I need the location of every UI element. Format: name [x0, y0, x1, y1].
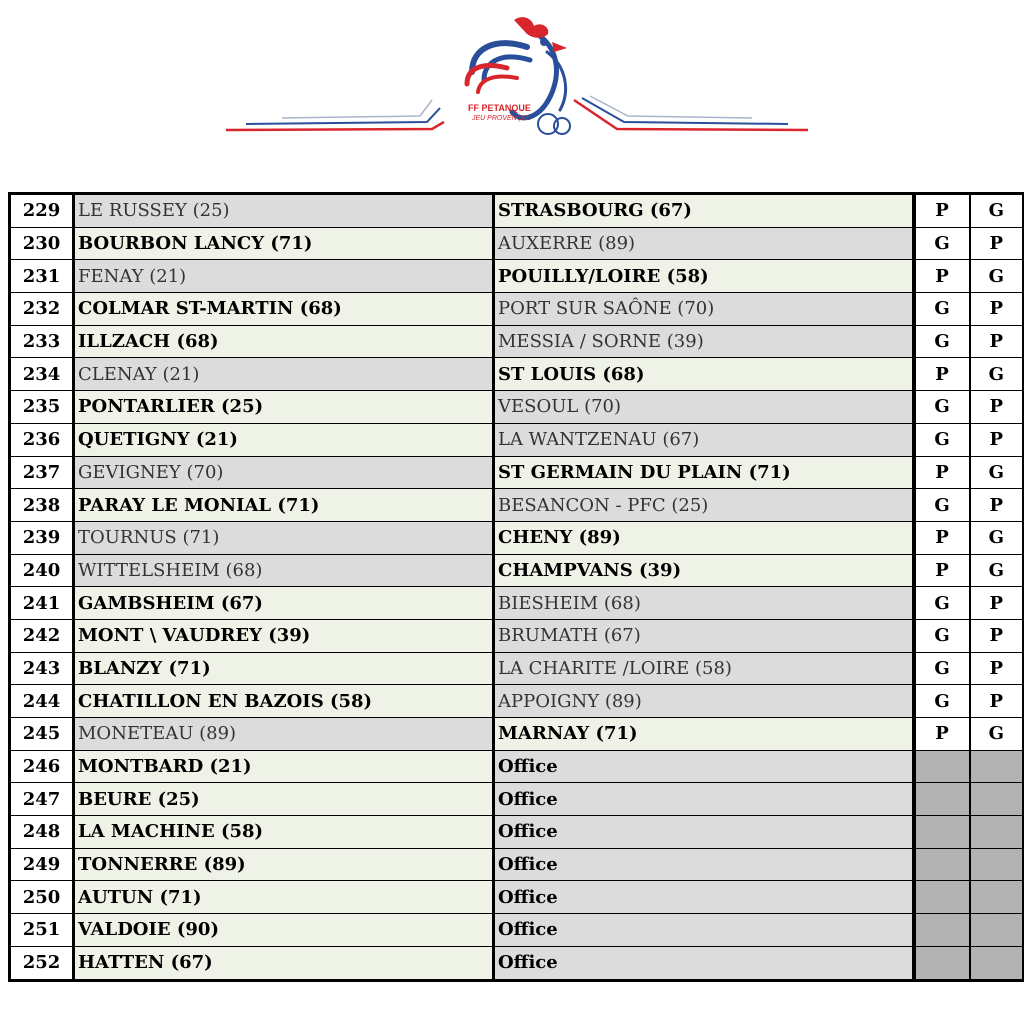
away-result: G: [970, 358, 1024, 391]
match-number: 233: [10, 325, 74, 358]
match-number: 232: [10, 293, 74, 326]
table-row: [10, 489, 1024, 522]
home-team: TOURNUS (71): [74, 521, 494, 554]
home-result: G: [914, 325, 970, 358]
match-number: 234: [10, 358, 74, 391]
home-result: [914, 848, 970, 881]
table-row: [10, 685, 1024, 718]
home-team: AUTUN (71): [74, 881, 494, 914]
home-result: P: [914, 521, 970, 554]
away-result: P: [970, 685, 1024, 718]
match-number: 243: [10, 652, 74, 685]
home-result: P: [914, 718, 970, 751]
home-team: ILLZACH (68): [74, 325, 494, 358]
away-team: CHAMPVANS (39): [494, 554, 914, 587]
home-team: HATTEN (67): [74, 946, 494, 980]
match-number: 231: [10, 260, 74, 293]
match-number: 237: [10, 456, 74, 489]
home-team: CLENAY (21): [74, 358, 494, 391]
away-result: [970, 881, 1024, 914]
table-row: [10, 946, 1024, 980]
home-team: PONTARLIER (25): [74, 391, 494, 424]
match-number: 241: [10, 587, 74, 620]
table-row: [10, 521, 1024, 554]
away-team: MESSIA / SORNE (39): [494, 325, 914, 358]
match-number: 245: [10, 718, 74, 751]
home-team: QUETIGNY (21): [74, 423, 494, 456]
away-result: [970, 750, 1024, 783]
away-team: AUXERRE (89): [494, 227, 914, 260]
table-row: [10, 260, 1024, 293]
table-row: [10, 227, 1024, 260]
match-number: 240: [10, 554, 74, 587]
away-result: P: [970, 652, 1024, 685]
away-team: ST GERMAIN DU PLAIN (71): [494, 456, 914, 489]
table-row: [10, 325, 1024, 358]
away-result: P: [970, 227, 1024, 260]
away-team: Office: [494, 750, 914, 783]
results-table: [8, 192, 1024, 982]
home-team: CHATILLON EN BAZOIS (58): [74, 685, 494, 718]
away-result: P: [970, 325, 1024, 358]
table-row: [10, 423, 1024, 456]
table-row: [10, 293, 1024, 326]
away-team: PORT SUR SAÔNE (70): [494, 293, 914, 326]
home-result: P: [914, 456, 970, 489]
away-result: [970, 946, 1024, 980]
home-result: P: [914, 194, 970, 228]
away-team: STRASBOURG (67): [494, 194, 914, 228]
away-result: G: [970, 260, 1024, 293]
home-result: G: [914, 227, 970, 260]
home-result: G: [914, 587, 970, 620]
table-row: [10, 194, 1024, 228]
home-team: LE RUSSEY (25): [74, 194, 494, 228]
logo-text-line1: FF PETANQUE: [468, 103, 531, 113]
away-result: [970, 783, 1024, 816]
home-result: G: [914, 652, 970, 685]
away-result: [970, 848, 1024, 881]
away-team: BRUMATH (67): [494, 619, 914, 652]
away-result: [970, 914, 1024, 947]
away-result: G: [970, 456, 1024, 489]
away-result: P: [970, 423, 1024, 456]
home-result: G: [914, 391, 970, 424]
match-number: 238: [10, 489, 74, 522]
table-row: [10, 619, 1024, 652]
away-result: P: [970, 587, 1024, 620]
table-row: [10, 652, 1024, 685]
home-team: MONT \ VAUDREY (39): [74, 619, 494, 652]
home-result: [914, 783, 970, 816]
home-result: P: [914, 260, 970, 293]
table-row: [10, 358, 1024, 391]
home-team: VALDOIE (90): [74, 914, 494, 947]
ff-petanque-logo: [222, 12, 812, 137]
match-number: 252: [10, 946, 74, 980]
table-row: [10, 848, 1024, 881]
home-team: FENAY (21): [74, 260, 494, 293]
match-number: 230: [10, 227, 74, 260]
match-number: 244: [10, 685, 74, 718]
away-team: BIESHEIM (68): [494, 587, 914, 620]
away-result: G: [970, 521, 1024, 554]
match-number: 249: [10, 848, 74, 881]
away-result: G: [970, 554, 1024, 587]
home-result: [914, 750, 970, 783]
home-result: G: [914, 489, 970, 522]
table-row: [10, 587, 1024, 620]
away-result: G: [970, 718, 1024, 751]
home-result: [914, 881, 970, 914]
home-result: P: [914, 554, 970, 587]
match-number: 246: [10, 750, 74, 783]
away-team: APPOIGNY (89): [494, 685, 914, 718]
away-result: [970, 816, 1024, 849]
home-team: BOURBON LANCY (71): [74, 227, 494, 260]
away-team: CHENY (89): [494, 521, 914, 554]
match-number: 251: [10, 914, 74, 947]
rooster-logo-icon: [222, 12, 812, 137]
away-team: Office: [494, 881, 914, 914]
away-team: LA CHARITE /LOIRE (58): [494, 652, 914, 685]
home-result: P: [914, 358, 970, 391]
away-team: ST LOUIS (68): [494, 358, 914, 391]
home-team: LA MACHINE (58): [74, 816, 494, 849]
table-row: [10, 718, 1024, 751]
table-row: [10, 391, 1024, 424]
table-row: [10, 881, 1024, 914]
logo-text-line2: JEU PROVENÇAL: [472, 115, 531, 122]
home-team: COLMAR ST-MARTIN (68): [74, 293, 494, 326]
table-row: [10, 816, 1024, 849]
home-result: [914, 914, 970, 947]
home-team: GAMBSHEIM (67): [74, 587, 494, 620]
match-number: 229: [10, 194, 74, 228]
home-result: G: [914, 619, 970, 652]
away-team: VESOUL (70): [494, 391, 914, 424]
match-number: 247: [10, 783, 74, 816]
home-team: BEURE (25): [74, 783, 494, 816]
home-result: [914, 816, 970, 849]
match-number: 248: [10, 816, 74, 849]
away-team: Office: [494, 816, 914, 849]
home-result: G: [914, 685, 970, 718]
home-result: G: [914, 423, 970, 456]
home-team: TONNERRE (89): [74, 848, 494, 881]
results-table-body: [10, 194, 1024, 981]
home-team: BLANZY (71): [74, 652, 494, 685]
home-team: WITTELSHEIM (68): [74, 554, 494, 587]
away-team: BESANCON - PFC (25): [494, 489, 914, 522]
home-team: GEVIGNEY (70): [74, 456, 494, 489]
away-result: P: [970, 391, 1024, 424]
home-team: PARAY LE MONIAL (71): [74, 489, 494, 522]
away-team: Office: [494, 946, 914, 980]
table-row: [10, 914, 1024, 947]
home-team: MONTBARD (21): [74, 750, 494, 783]
away-team: Office: [494, 848, 914, 881]
table-row: [10, 456, 1024, 489]
away-result: G: [970, 194, 1024, 228]
away-team: MARNAY (71): [494, 718, 914, 751]
table-row: [10, 554, 1024, 587]
away-team: LA WANTZENAU (67): [494, 423, 914, 456]
match-number: 236: [10, 423, 74, 456]
away-result: P: [970, 619, 1024, 652]
away-result: P: [970, 489, 1024, 522]
home-result: G: [914, 293, 970, 326]
away-team: POUILLY/LOIRE (58): [494, 260, 914, 293]
match-number: 250: [10, 881, 74, 914]
away-team: Office: [494, 914, 914, 947]
match-number: 239: [10, 521, 74, 554]
home-result: [914, 946, 970, 980]
table-row: [10, 750, 1024, 783]
away-result: P: [970, 293, 1024, 326]
away-team: Office: [494, 783, 914, 816]
table-row: [10, 783, 1024, 816]
match-number: 235: [10, 391, 74, 424]
home-team: MONETEAU (89): [74, 718, 494, 751]
match-number: 242: [10, 619, 74, 652]
